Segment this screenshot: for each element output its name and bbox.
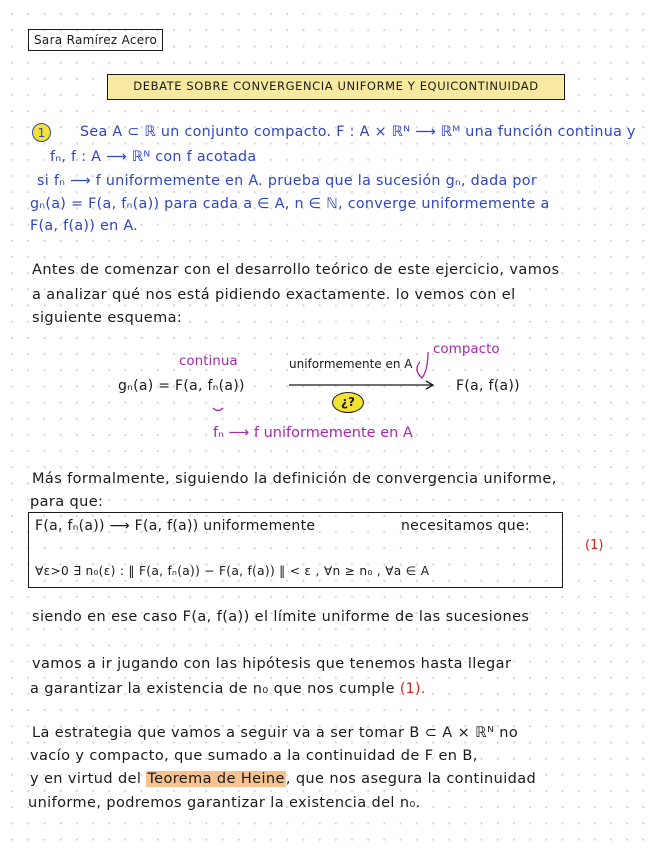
up-arrow-curve [213,408,223,411]
hypotheses-line-1: vamos a ir jugando con las hipótesis que tenemos hasta llegar [32,656,512,672]
document-title: DEBATE SOBRE CONVERGENCIA UNIFORME Y EQUICONTINUIDAD [107,74,565,100]
strategy-line-1: La estrategia que vamos a seguir va a ser tomar B ⊂ A × ℝᴺ no [32,725,519,741]
right-expression: F(a, f(a)) [456,378,520,394]
limit-line: siendo en ese caso F(a, f(a)) el límite uniforme de las sucesiones [32,609,530,625]
strategy-line-2: vacío y compacto, que sumado a la continuidad de F en B, [30,748,478,764]
hypotheses-line-2 [30,681,426,697]
problem-line-4: gₙ(a) = F(a, fₙ(a)) para cada a ∈ A, n ∈ ℕ, converge uniformemente a [30,196,550,212]
label-compacto: compacto [433,341,500,357]
formal-line-2: para que: [30,494,104,510]
strategy-line-3-post: , que nos asegura la continuidad [285,771,537,787]
problem-line-1: Sea A ⊂ ℝ un conjunto compacto. F : A × ℝᴺ ⟶ ℝᴹ una función continua y [80,124,636,140]
definition-line-2: ∀ε>0 ∃ n₀(ε) : ‖ F(a, fₙ(a)) − F(a, f(a)) ‖ < ε , ∀n ≥ n₀ , ∀a ∈ A [35,564,430,578]
problem-line-2: fₙ, f : A ⟶ ℝᴺ con f acotada [50,149,257,165]
label-continua: continua [179,353,238,369]
hypotheses-line-2-text: a garantizar la existencia de n₀ que nos cumple [30,681,395,697]
definition-line-1-left: F(a, fₙ(a)) ⟶ F(a, f(a)) uniformemente [35,518,316,534]
bottom-condition: fₙ ⟶ f uniformemente en A [213,425,413,441]
strategy-line-4: uniforme, podremos garantizar la existencia del n₀. [28,795,421,811]
compacto-hook [417,352,428,378]
intro-line-2: a analizar qué nos está pidiendo exactamente. lo vemos con el [32,287,516,303]
formal-line-1: Más formalmente, siguiendo la definición de convergencia uniforme, [32,471,557,487]
heine-theorem-highlight: Teorema de Heine [147,771,285,787]
hypotheses-reference: (1). [399,681,426,697]
strategy-line-3 [30,771,536,787]
problem-line-3: si fₙ ⟶ f uniformemente en A. prueba que la sucesión gₙ, dada por [37,173,537,189]
intro-line-1: Antes de comenzar con el desarrollo teórico de este ejercicio, vamos [32,262,560,278]
definition-reference: (1) [585,538,604,553]
definition-line-1-right: necesitamos que: [401,518,530,534]
problem-line-5: F(a, f(a)) en A. [30,218,138,234]
arrow-label: uniformemente en A [289,357,413,371]
author-name: Sara Ramírez Acero [28,29,163,51]
strategy-line-3-pre: y en virtud del [30,771,142,787]
question-badge: ¿? [332,392,364,413]
intro-line-3: siguiente esquema: [32,310,183,326]
problem-number-badge: 1 [32,123,51,142]
left-expression: gₙ(a) = F(a, fₙ(a)) [118,378,245,394]
